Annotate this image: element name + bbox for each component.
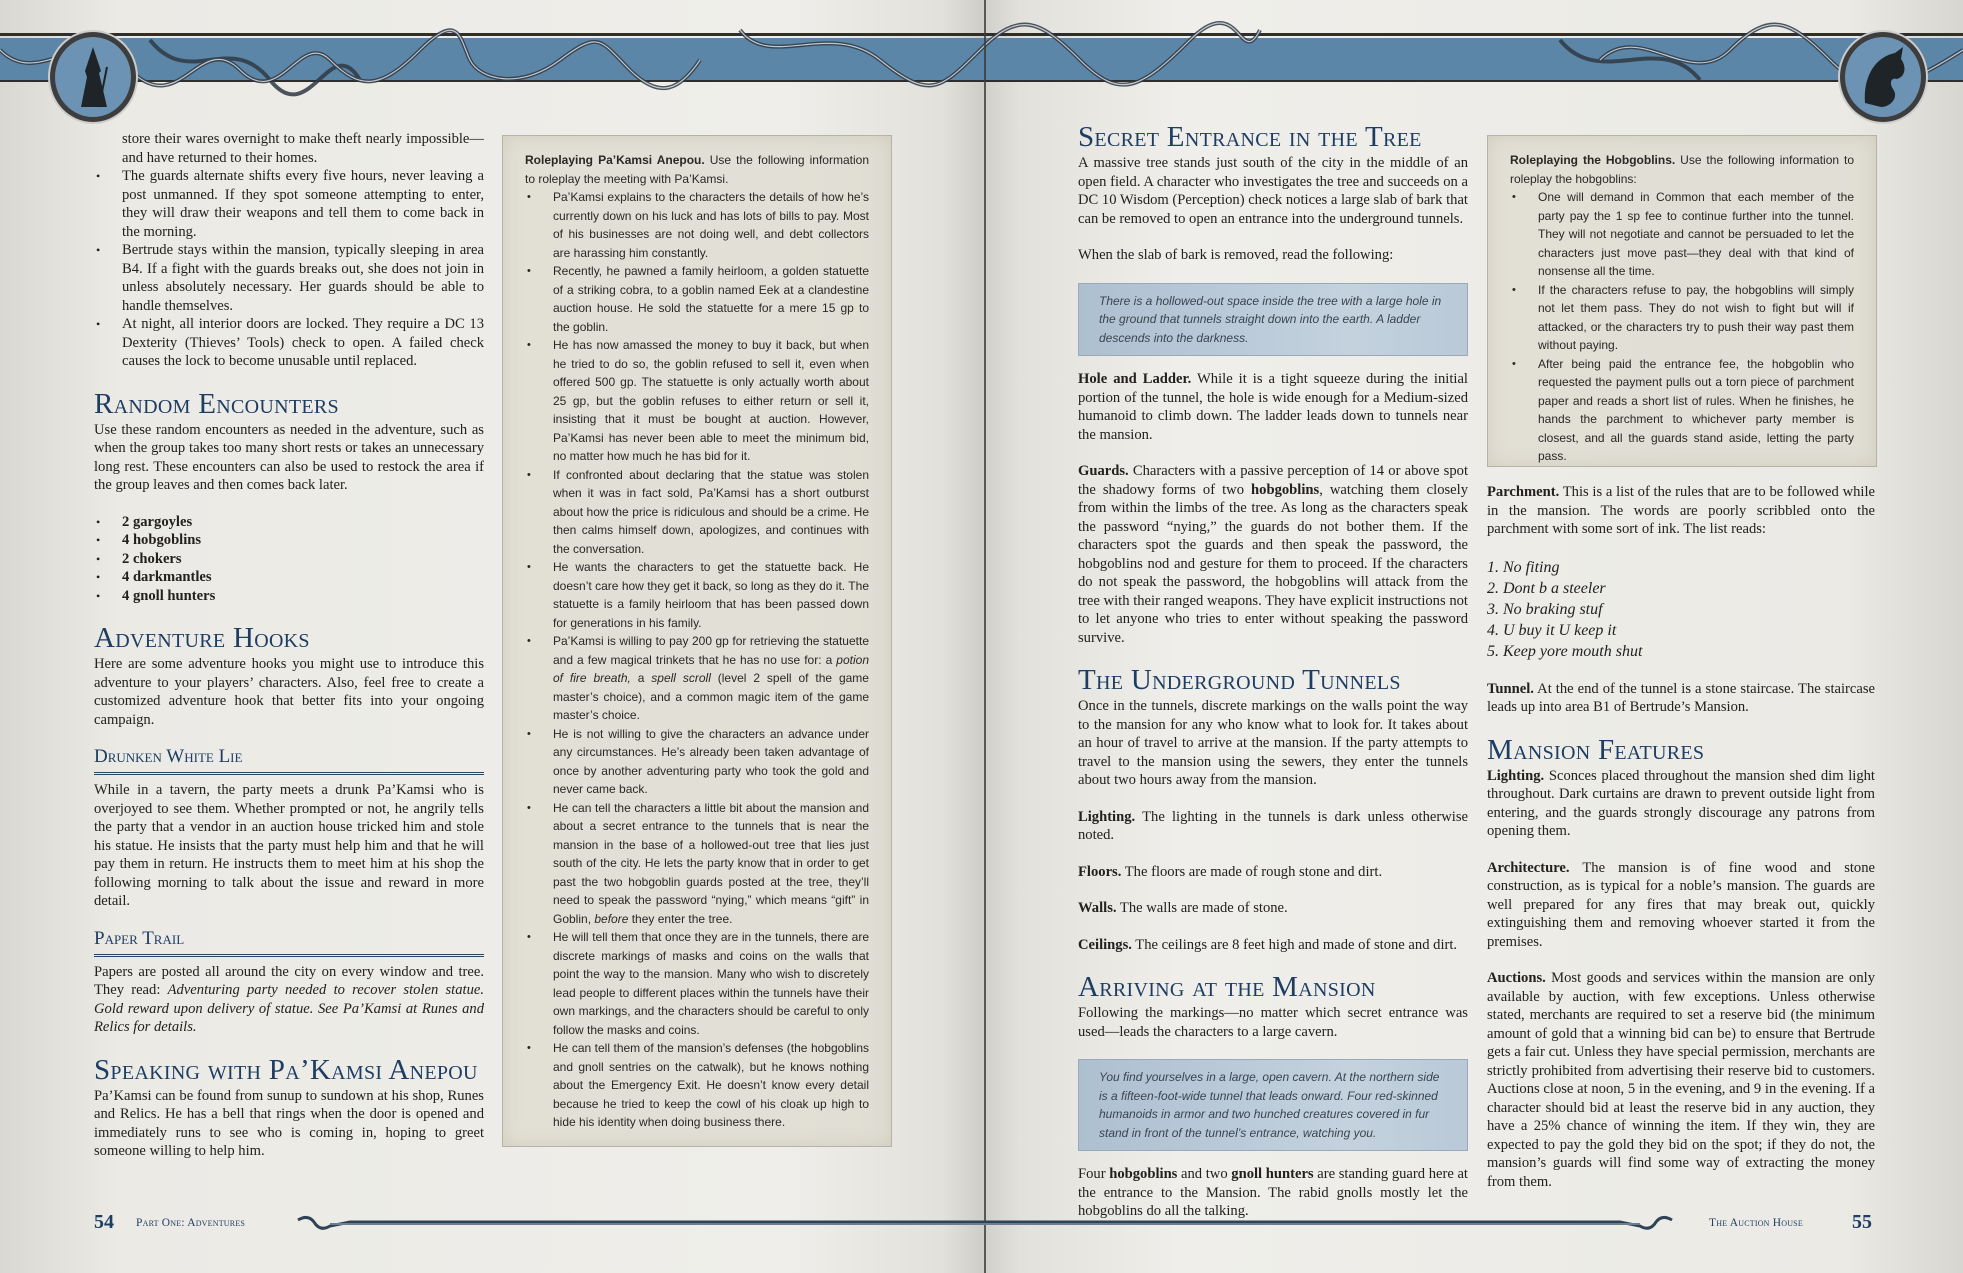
bold-text: Walls.	[1078, 900, 1117, 916]
list-item	[525, 725, 869, 799]
text-run: Characters with a passive perception of 14 or above spot the shadowy forms of two	[1078, 463, 1468, 498]
text-run: A massive tree stands just south of the city in the middle of an open field. A character who investigates the tree and succeeds on a DC 10 Wisdom (Perception) check notices a large slab of bark that can be removed to open an entrance into the underground tunnels.	[1078, 155, 1468, 227]
text-run: While in a tavern, the party meets a drunk Pa’Kamsi who is overjoyed to see them. Whether prompted or not, he angrily tells the party that a vendor in an auction house tricked him and stole his statue. He insists that the party must help him and that he will pay them in return. He instructs them to meet him at his shop the following morning to talk about the issue and reward in more detail.	[94, 782, 484, 909]
text-run: He can tell them of the mansion’s defenses (the hobgoblins and gnoll sentries on the catwalk), but he knows nothing about the Emergency Exit. He doesn’t know every detail because he tried to keep the cowl of his cloak up high to hide his identity when doing business there.	[553, 1041, 869, 1129]
far-right-page-column	[1487, 483, 1875, 1209]
list-item	[525, 799, 869, 929]
text-run: Sconces placed throughout the mansion shed dim light throughout. Dark curtains are drawn to prevent outside light from entering, and the guards strongly discourage any patrons from opening them.	[1487, 767, 1875, 839]
list-item	[525, 1039, 869, 1132]
text-run: He is not willing to give the characters an advance under any circumstances. He’s already been taken advantage of once by another adventuring party who took the gold and never came back.	[553, 726, 869, 796]
bold-text: Auctions.	[1487, 970, 1546, 986]
list-item	[525, 336, 869, 466]
text-run: If the characters refuse to pay, the hobgoblins will simply not let them pass. They do not wish to fight but will if attacked, or the characters try to push their way past them without paying.	[1538, 282, 1854, 352]
text-run: At night, all interior doors are locked. They require a DC 13 Dexterity (Thieves’ Tools) check to open. A failed check causes the lock to become unusable until replaced.	[122, 316, 484, 369]
text-run: One will demand in Common that each member of the party pay the 1 sp fee to continue further into the tunnel. They will not negotiate and cannot be persuaded to let the characters just move past—they deal with that kind of nonsense all the time.	[1538, 190, 1854, 278]
bullet-list	[525, 188, 869, 1132]
text-run: The lighting in the tunnels is dark unless otherwise noted.	[1078, 808, 1468, 843]
bold-text: 4 darkmantles	[122, 569, 212, 585]
header-knotwork-banner	[0, 0, 1963, 120]
paragraph	[1078, 246, 1468, 265]
text-run: While it is a tight squeeze during the initial portion of the tunnel, the hole is wide enough for a Medium-sized humanoid to climb down. The ladder leads down to tunnels near the mansion.	[1078, 371, 1468, 443]
read-aloud-box	[1078, 283, 1468, 357]
bold-text: Floors.	[1078, 863, 1122, 880]
paragraph	[525, 151, 869, 188]
list-item	[525, 466, 869, 559]
paragraph	[94, 963, 484, 1037]
text-run: Use the following information to roleplay the hobgoblins:	[1510, 153, 1854, 186]
page-gutter	[984, 0, 986, 1273]
sidebar-roleplaying-pakamsi	[502, 135, 892, 1147]
text-run: Four	[1078, 1166, 1110, 1182]
list-item	[94, 531, 484, 550]
text-run: The floors are made of rough stone and dirt.	[1121, 863, 1383, 880]
bullet-list	[94, 513, 484, 606]
text-run: The guards alternate shifts every five hours, never leaving a post unmanned. If they spot someone attempting to enter, they will draw their weapons and tell them to come back in the morning.	[122, 168, 484, 240]
text-run: Following the markings—no matter which secret entrance was used—leads the characters to a large cavern.	[1078, 1005, 1468, 1040]
text-run: Pa’Kamsi can be found from sunup to sundown at his shop, Runes and Relics. He has a bell that rings when the door is opened and immediately runs to see who is coming in, hoping to greet someone willing to help him.	[94, 1087, 484, 1159]
bullet-list	[1510, 188, 1854, 466]
bold-text: Hole and Ladder.	[1078, 371, 1192, 387]
handwritten-rule: 3. No braking stuf	[1487, 600, 1603, 618]
text-run: a	[630, 671, 652, 685]
list-item	[94, 315, 484, 371]
text-run: This is a list of the rules that are to be followed while in the mansion. The words are poorly scribbled onto the parchment with some sort of ink. The list reads:	[1487, 484, 1875, 537]
bold-text: Ceilings.	[1078, 936, 1132, 953]
paragraph	[1078, 697, 1468, 790]
bold-text: Guards.	[1078, 463, 1129, 479]
paragraph	[94, 421, 484, 495]
list-item	[94, 587, 484, 606]
text-run: they enter the tree.	[628, 911, 733, 926]
bold-text: 2 chokers	[122, 550, 182, 567]
list-item	[1510, 355, 1854, 466]
text-run: Most goods and services within the mansion are only available by auction, with few exceptions. Unless otherwise stated, merchants are required to set a reserve bid (the minimum amount of gold that a winning bid can be) to ensure that Bertrude gets a fair cut. Unless they have special permission, merchants are strictly prohibited from advertising their reserve bid to customers. Auctions close at noon, 5 in the evening, and 9 in the evening. If a character should bid at least the reserve bid in any auction, they have a 25% chance of winning the item. If they win, they are expected to pay the gold they bid on the spot; if they do not, the mansion’s guards will find some way of extracting the money from them.	[1487, 970, 1875, 1190]
text-run: He will tell them that once they are in the tunnels, there are discrete markings of masks and coins on the walls that point the way to the mansion. Many who wish to discretely lead people to different places within the tunnels have their own markings, and the characters should be careful to only follow the masks and coins.	[553, 930, 869, 1037]
handwritten-rule: 5. Keep yore mouth shut	[1487, 642, 1643, 660]
handwritten-rule: 2. Dont b a steeler	[1487, 579, 1606, 597]
paragraph	[1078, 808, 1468, 845]
list-item	[94, 167, 484, 241]
handwritten-rules-list	[1487, 557, 1875, 662]
text-run: The walls are made of stone.	[1116, 900, 1288, 916]
text-run: Papers are posted all around the city on every window and tree. They read:	[94, 963, 484, 998]
section-heading: Mansion Features	[1487, 733, 1705, 766]
text-run: are standing guard here at the entrance to the Mansion. The rabid gnolls mostly let the hobgoblins do all the talking.	[1078, 1166, 1468, 1219]
text-run: At the end of the tunnel is a stone staircase. The staircase leads up into area B1 of Bertrude’s Mansion.	[1487, 680, 1875, 715]
list-item	[525, 188, 869, 262]
section-heading: The Underground Tunnels	[1078, 664, 1401, 696]
handwritten-rule: 4. U buy it U keep it	[1487, 621, 1617, 639]
paragraph	[1487, 680, 1875, 717]
paragraph	[1078, 462, 1468, 647]
left-running-title: Part One: Adventures	[136, 1217, 246, 1229]
bold-text: Architecture.	[1487, 859, 1570, 876]
italic-text: Adventuring party needed to recover stolen statue. Gold reward upon delivery of statue. See Pa’Kamsi at Runes and Relics for details.	[94, 982, 484, 1035]
right-page-number: 55	[1852, 1211, 1872, 1233]
list-item	[525, 262, 869, 336]
paragraph	[1078, 936, 1468, 955]
bold-text: hobgoblins	[1251, 481, 1320, 498]
bold-text: hobgoblins	[1109, 1166, 1178, 1182]
paragraph	[1078, 1004, 1468, 1041]
section-heading: Random Encounters	[94, 387, 339, 420]
list-item	[1510, 281, 1854, 355]
text-run: He wants the characters to get the statuette back. He doesn’t care how they get it back, so long as they do it. The statuette is a family heirloom that has been passed down for generations in his family.	[553, 560, 869, 630]
section-heading: Adventure Hooks	[94, 622, 310, 654]
text-run: Use the following information to roleplay the meeting with Pa’Kamsi.	[525, 153, 869, 186]
text-run: Recently, he pawned a family heirloom, a golden statuette of a striking cobra, to a goblin named Eek at a clandestine auction house. He sold the statuette for a mere 15 gp to the goblin.	[553, 264, 869, 334]
text-run: (level 2 spell of the game master’s choice), and a common magic item of the game master’s choice.	[553, 671, 869, 722]
list-item	[94, 513, 484, 532]
list-item	[1510, 188, 1854, 281]
section-heading: Arriving at the Mansion	[1078, 971, 1376, 1003]
list-item	[94, 568, 484, 587]
sidebar-pakamsi-content	[503, 136, 891, 1142]
right-page-column	[1078, 116, 1468, 1239]
section-heading: Speaking with Pa’Kamsi Anepou	[94, 1053, 478, 1086]
text-run: Bertrude stays within the mansion, typically sleeping in area B4. If a fight with the guards breaks out, she does not join in unless absolutely necessary. Her guards should be able to handle themselves.	[122, 242, 484, 314]
text-run: store their wares overnight to make theft nearly impossible—and have returned to their homes.	[122, 131, 484, 166]
bold-text: Parchment.	[1487, 484, 1560, 500]
paragraph	[1487, 483, 1875, 539]
text-run: The ceilings are 8 feet high and made of stone and dirt.	[1131, 936, 1458, 953]
italic-text: spell scroll	[651, 671, 711, 685]
text-run: Once in the tunnels, discrete markings on the walls point the way to the mansion for any who know what to look for. It takes about an hour of travel to arrive at the mansion. If the party attempts to travel to the mansion using the sewers, they enter the tunnels about two hours away from the mansion.	[1078, 698, 1468, 788]
paragraph	[1078, 899, 1468, 918]
text-run: There is a hollowed-out space inside the tree with a large hole in the ground that tunnels straight down into the earth. A ladder descends into the darkness.	[1099, 293, 1442, 345]
sidebar-hobgoblins-content	[1488, 136, 1876, 476]
text-run: He can tell the characters a little bit about the mansion and about a secret entrance to the tunnels that is near the mansion in the base of a hollowed-out tree that lies just south of the city. He lets the party know that in order to get past the two hobgoblin guards posted at the tree, they’ll need to speak the password “nying,” which means “gift” in Goblin,	[553, 800, 869, 926]
paragraph	[1078, 863, 1468, 882]
paragraph	[1487, 969, 1875, 1191]
section-heading: Secret Entrance in the Tree	[1078, 121, 1422, 153]
subsection-heading: Paper Trail	[94, 929, 484, 957]
bold-text: Roleplaying Pa’Kamsi Anepou.	[525, 153, 705, 167]
text-run: If confronted about declaring that the statue was stolen when it was in fact sold, Pa’Kamsi has a short outburst about how the price is ridiculous and should be a crime. He then calms himself down, apologizes, and continues with the conversation.	[553, 467, 869, 556]
bold-text: 4 hobgoblins	[122, 532, 202, 548]
paragraph	[94, 781, 484, 911]
text-run: Pa’Kamsi explains to the characters the details of how he’s currently down on his luck and has lots of bills to pay. Most of his businesses are not doing well, and debt collectors are harassing him constantly.	[553, 190, 869, 260]
paragraph	[1487, 767, 1875, 841]
list-item	[94, 550, 484, 569]
bold-text: Lighting.	[1487, 767, 1545, 784]
left-page-column	[94, 130, 484, 1179]
bold-text: 4 gnoll hunters	[122, 587, 216, 604]
text-run: You find yourselves in a large, open cavern. At the northern side is a fifteen-foot-wide tunnel that leads onward. Four red-skinned humanoids in armor and two hunched creatures covered in fur stand in front of the tunnel’s entrance, watching you.	[1099, 1070, 1440, 1140]
paragraph	[1510, 151, 1854, 188]
paragraph	[1078, 370, 1468, 444]
wizard-silhouette-icon	[50, 32, 136, 122]
list-item	[525, 928, 869, 1039]
bold-text: Lighting.	[1078, 808, 1136, 825]
paragraph	[94, 130, 484, 167]
italic-text: before	[594, 911, 629, 926]
paragraph	[1487, 859, 1875, 952]
read-aloud-box	[1078, 1059, 1468, 1151]
italic-text: potion of fire breath,	[553, 652, 869, 685]
handwritten-rule: 1. No fiting	[1487, 558, 1560, 576]
list-item	[525, 632, 869, 725]
bold-text: Roleplaying the Hobgoblins.	[1510, 153, 1676, 167]
right-running-title: The Auction House	[1709, 1217, 1803, 1229]
bullet-list	[94, 167, 484, 371]
bold-text: Tunnel.	[1487, 680, 1534, 697]
subsection-heading: Drunken White Lie	[94, 747, 484, 775]
paragraph	[1078, 154, 1468, 228]
text-run: He has now amassed the money to buy it back, but when he tried to do so, the goblin refused to sell it, even when offered 500 gp. The statuette is only actually worth about 25 gp, but the goblin refuses to either return or sell it, insisting that it must be bought at auction. However, Pa’Kamsi has never been able to meet the minimum bid, no matter how much he has bid for it.	[553, 338, 869, 463]
text-run: Here are some adventure hooks you might use to introduce this adventure to your players’ characters. Also, feel free to create a customized adventure hook that better fits into your ongoing campaign.	[94, 656, 484, 728]
text-run: When the slab of bark is removed, read the following:	[1078, 247, 1394, 263]
list-item	[525, 558, 869, 632]
text-run: , watching them closely from within the limbs of the tree. As long as the characters speak the password “nying,” the guards do not bother them. If the characters spot the guards and then speak the password, the hobgoblins nod and gesture for them to proceed. If the characters do not speak the password, the hobgoblins will attack from the tree with their ranged weapons. They have explicit instructions not to let anyone who tries to enter without speaking the password survive.	[1078, 481, 1468, 646]
left-page-number: 54	[94, 1211, 114, 1233]
dragon-head-icon	[1840, 32, 1926, 122]
text-run: Use these random encounters as needed in the adventure, such as when the group takes too many short rests or takes an unnecessary long rest. These encounters can also be used to restock the area if the group leaves and then comes back later.	[94, 421, 484, 493]
paragraph	[94, 1087, 484, 1161]
text-run: Pa’Kamsi is willing to pay 200 gp for retrieving the statuette and a few magical trinkets that he has no use for: a	[553, 634, 869, 667]
list-item	[94, 241, 484, 315]
bold-text: 2 gargoyles	[122, 513, 193, 530]
paragraph	[94, 655, 484, 729]
text-run: The mansion is of fine wood and stone construction, as is typical for a noble’s mansion. The guards are well prepared for any fires that may break out, quickly extinguishing them and removing whoever started it from the premises.	[1487, 859, 1875, 950]
footer-rule	[290, 1212, 1680, 1238]
text-run: and two	[1177, 1166, 1232, 1182]
sidebar-roleplaying-hobgoblins	[1487, 135, 1877, 467]
bold-text: gnoll hunters	[1231, 1166, 1314, 1182]
text-run: After being paid the entrance fee, the hobgoblin who requested the payment pulls out a torn piece of parchment paper and reads a short list of rules. When he finishes, he hands the parchment to whichever party member is closest, and all the guards stand aside, letting the party pass.	[1538, 356, 1854, 463]
